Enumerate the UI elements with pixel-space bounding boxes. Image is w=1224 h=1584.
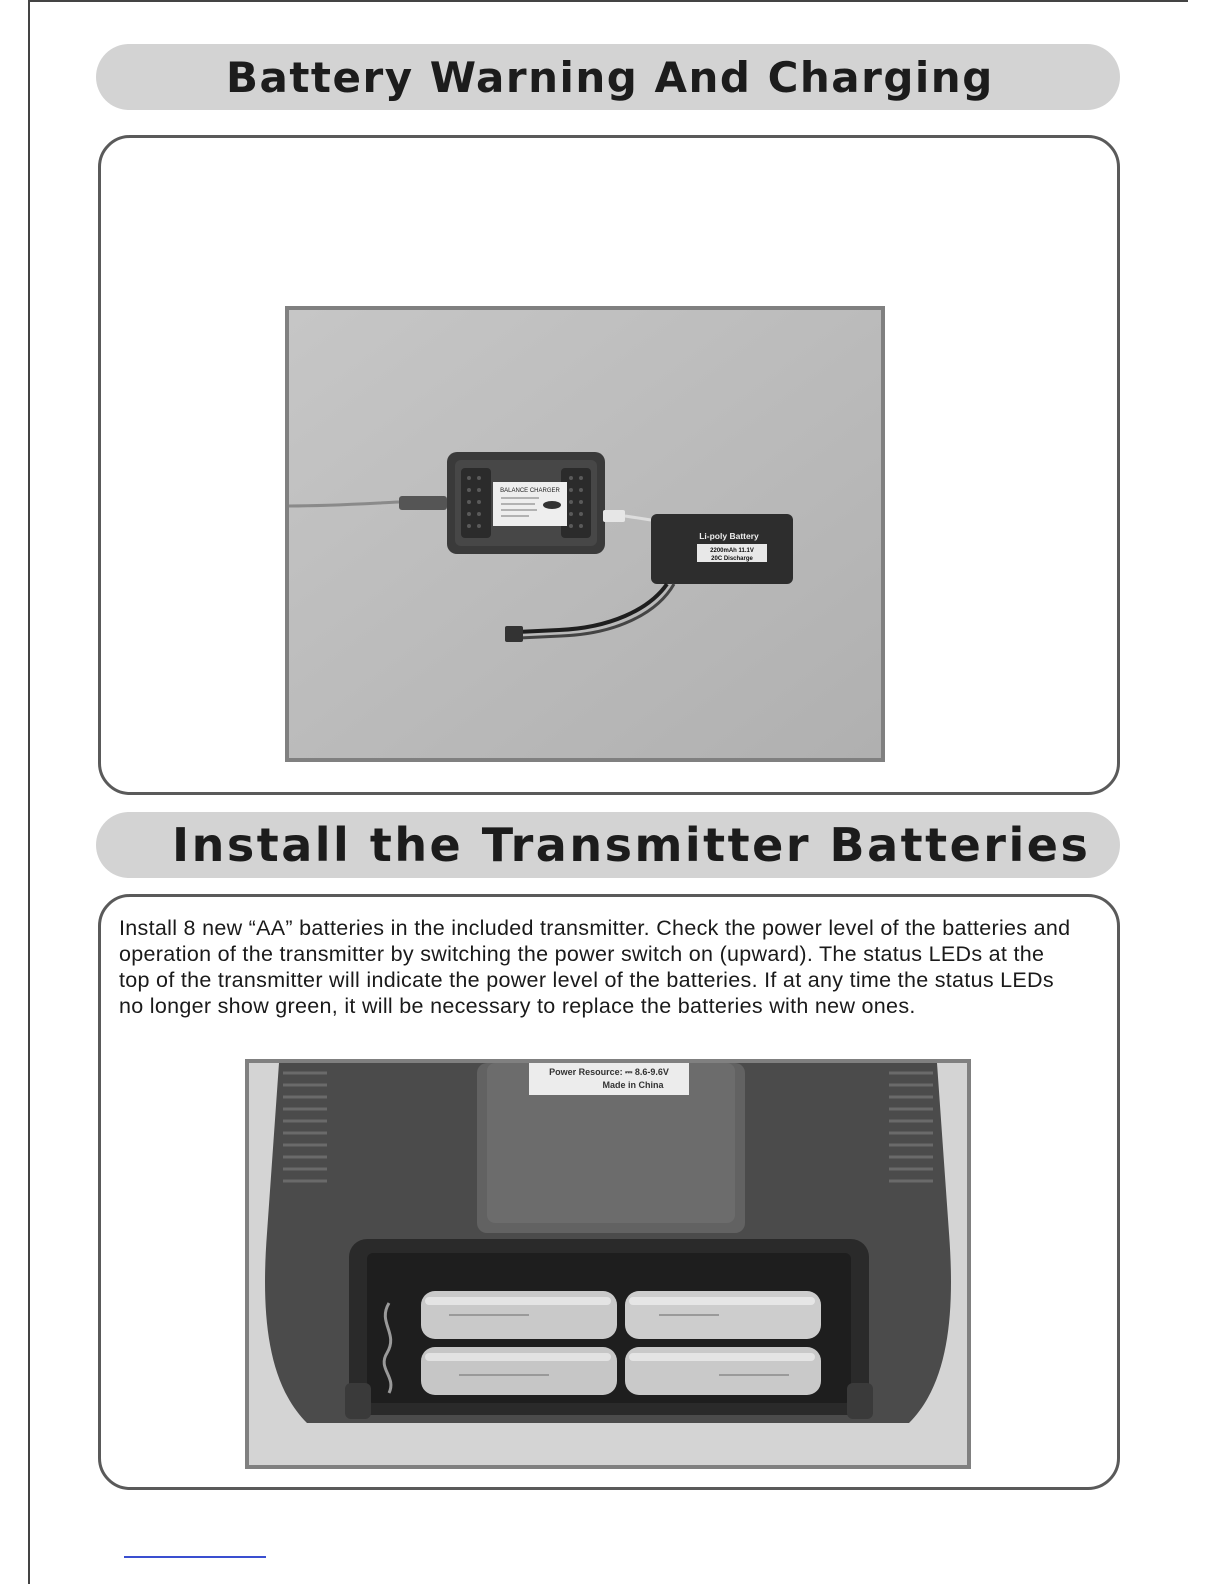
battery-label-line2: 2200mAh 11.1V bbox=[710, 548, 754, 554]
power-label-line1: Power Resource: ⎓ 8.6-9.6V bbox=[549, 1067, 669, 1077]
page-border-left bbox=[28, 0, 30, 1584]
section-header-battery-warning bbox=[96, 44, 1120, 110]
battery-label-line1: Li-poly Battery bbox=[699, 531, 759, 541]
page-border-top bbox=[28, 0, 1188, 2]
section-title: Install the Transmitter Batteries bbox=[172, 818, 1091, 872]
transmitter-battery-illustration bbox=[249, 1063, 967, 1465]
charger-battery-illustration bbox=[289, 310, 881, 758]
charger-label: BALANCE CHARGER bbox=[500, 488, 560, 494]
charger-battery-photo bbox=[285, 306, 885, 762]
install-instructions: Install 8 new “AA” batteries in the included transmitter. Check the power level of the batteries and operation of the transmitter by switching the power switch on (upward). The status LEDs at the top of the transmitter will indicate the power level of the batteries. If at any time the status LEDs no longer show green, it will be necessary to replace the batteries with new ones. bbox=[119, 916, 1071, 1018]
footer-link-underline bbox=[124, 1556, 266, 1558]
section-header-transmitter-batteries bbox=[96, 812, 1120, 878]
power-label-line2: Made in China bbox=[602, 1080, 664, 1090]
section-title: Battery Warning And Charging bbox=[226, 52, 994, 102]
transmitter-battery-photo bbox=[245, 1059, 971, 1469]
battery-label-line3: 20C Discharge bbox=[711, 556, 753, 562]
